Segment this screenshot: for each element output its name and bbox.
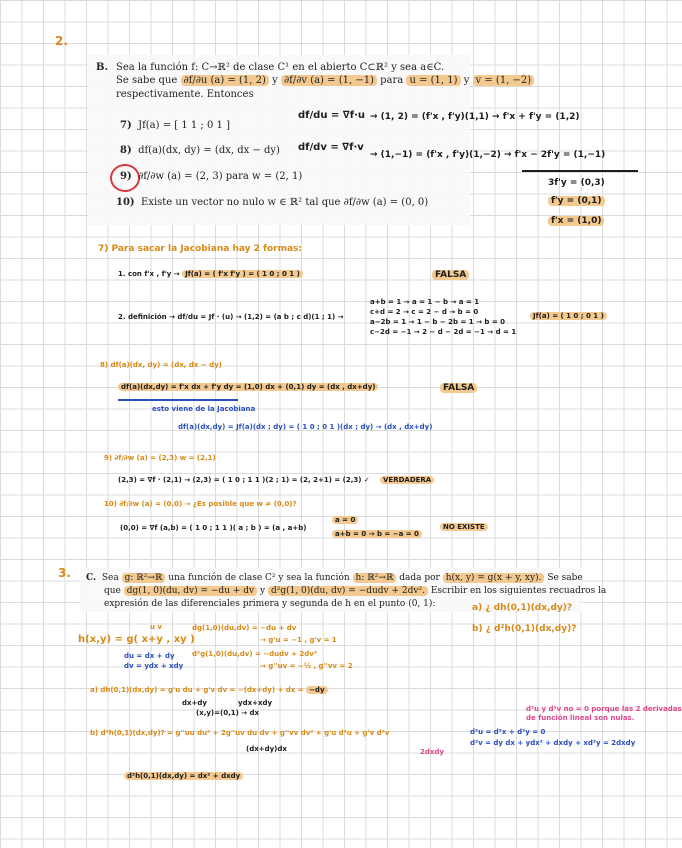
- jacobian-way2-result: [530, 312, 607, 320]
- option-10: [116, 197, 428, 208]
- ask-b: b) ¿ d²h(0,1)(dx,dy)?: [472, 624, 577, 634]
- problem-c-l2-mid: y: [259, 586, 266, 596]
- option-7-number: 7): [120, 120, 132, 131]
- final-answer-highlight: d²h(0,1)(dx,dy) = dx² + dxdy: [124, 772, 243, 780]
- du-expression: du = dx + dy: [124, 652, 175, 660]
- problem-b-line2-y: y: [272, 75, 278, 86]
- item10-branch-2: [332, 530, 422, 538]
- dg-highlight: dg(1, 0)(du, dv) = −du + dv: [124, 586, 257, 596]
- option-8-number: 8): [120, 145, 132, 156]
- ask-a: a) ¿ dh(0,1)(dx,dy)?: [472, 603, 573, 613]
- d2g-work: d²g(1,0)(du,dv) = −dudv + 2dv²: [192, 650, 317, 658]
- option-9-text: ∂f/∂w (a) = (2, 3) para w = (2, 1): [138, 171, 303, 182]
- jacobian-system-4: c−2d = −1 → 2 − d − 2d = −1 → d = 1: [370, 328, 517, 336]
- problem-c-line1: [86, 573, 583, 583]
- problem-b-label: B.: [96, 62, 108, 73]
- dg-work-result: → g'u = −1 , g'v = 1: [260, 636, 337, 644]
- side-divider: [522, 170, 638, 172]
- problem-b-line1: Sea la función f: C→ℝ² de clase C¹ en el abierto C⊂ℝ² y sea a∈C.: [116, 62, 445, 73]
- answer-a-sub3: (x,y)=(0,1) → dx: [196, 709, 260, 717]
- g-def-highlight: g: ℝ²→ℝ: [122, 573, 166, 583]
- h-formula-highlight: h(x, y) = g(x + y, xy).: [443, 573, 545, 583]
- problem-c-l1-mid: una función de clase C² y sea la función: [168, 573, 350, 583]
- jacobian-system-1: a+b = 1 → a = 1 − b → a = 1: [370, 298, 480, 306]
- answer-a-sub2: ydx+xdy: [238, 699, 273, 707]
- item8-underline: [118, 399, 238, 401]
- answer-a-text: a) dh(0,1)(dx,dy) = g'u du + g'v dv = −(dx+dy) + dx =: [90, 686, 304, 694]
- problem-c-l2-post: Escribir en los siguientes recuadros la: [430, 586, 607, 596]
- pink-note-line1: d²u y d²v no = 0 porque las 2 derivadas: [526, 705, 682, 713]
- side-eq1-left: df/du = ∇f·u: [298, 110, 366, 121]
- blue-d2u: d²u = d²x + d²y = 0: [470, 728, 546, 736]
- problem-c-l1-post: Se sabe: [547, 573, 583, 583]
- side-eq1-right: → (1, 2) = (f'x , f'y)(1,1) → f'x + f'y = (1,2): [370, 112, 580, 122]
- item9-title: 9) ∂f/∂w (a) = (2,3) w = (2,1): [104, 454, 216, 462]
- item10-verdict: [440, 523, 488, 531]
- problem-c-line3: expresión de las diferenciales primera y segunda de h en el punto (0, 1):: [104, 599, 436, 609]
- answer-a-eq: [90, 686, 328, 694]
- answer-b-eq: b) d²h(0,1)(dx,dy)? = g''uu du² + 2g''uv du dv + g''vv dv² + g'u d²u + g'v d²v: [90, 729, 390, 737]
- item10-branch-2-highlight: a+b = 0 → b = −a = 0: [332, 530, 422, 538]
- problem-b-line3: respectivamente. Entonces: [116, 89, 254, 100]
- problem-b-line2: [116, 75, 534, 86]
- pink-note-line2: de función lineal son nulas.: [526, 714, 635, 722]
- problem-b-line2-prefix: Se sabe que: [116, 75, 178, 86]
- problem-c-l2-pre: que: [104, 586, 121, 596]
- option-7-text: Jf(a) = [ 1 1 ; 0 1 ]: [138, 120, 230, 131]
- jacobian-way2-highlight: Jf(a) = ( 1 0 ; 0 1 ): [530, 312, 607, 320]
- side-result-2-highlight: f'y = (0,1): [548, 196, 605, 206]
- option-7: [120, 120, 230, 131]
- dv-expression: dv = ydx + xdy: [124, 662, 184, 670]
- given-v-highlight: v = (1, −2): [473, 75, 535, 86]
- answer-a-sub1: dx+dy: [182, 699, 207, 707]
- given-du-highlight: ∂f/∂u (a) = (1, 2): [181, 75, 269, 86]
- d2g-work-result: → g''uv = −½ , g''vv = 2: [260, 662, 353, 670]
- item9-eq: (2,3) = ∇f · (2,1) → (2,3) = ( 1 0 ; 1 1 )(2 ; 1) = (2, 2+1) = (2,3) ✓: [118, 476, 370, 484]
- problem-c-l1-pre: Sea: [101, 573, 119, 583]
- item8-verdict: [440, 383, 477, 393]
- side-eq2-left: df/dv = ∇f·v: [298, 142, 364, 153]
- jacobian-way1-verdict: [432, 270, 469, 280]
- option-8-text: df(a)(dx, dy) = (dx, dx − dy): [138, 145, 280, 156]
- blue-d2v: d²v = dy dx + ydx² + dxdy + xd²y = 2dxdy: [470, 739, 636, 747]
- problem-b-line2-y2: y: [463, 75, 470, 86]
- option-9-number: 9): [120, 171, 132, 182]
- answer-a-highlight: −dy: [306, 686, 327, 694]
- item8-eq-highlight: df(a)(dx,dy) = f'x dx + f'y dy = (1,0) dx + (0,1) dy = (dx , dx+dy): [118, 383, 378, 391]
- jacobian-system-2: c+d = 2 → c = 2 − d → b = 0: [370, 308, 479, 316]
- side-result-2: [548, 196, 605, 206]
- falsa-badge-8: FALSA: [440, 383, 477, 393]
- item10-title: 10) ∂f/∂w (a) = (0,0) → ¿Es posible que w ≠ (0,0)?: [104, 500, 297, 508]
- item8-blue-eq: df(a)(dx,dy) = Jf(a)(dx ; dy) = ( 1 0 ; 0 1 )(dx ; dy) → (dx , dx+dy): [178, 423, 433, 431]
- answer-b-note: (dx+dy)dx: [246, 745, 287, 753]
- problem-b-line2-para: para: [380, 75, 404, 86]
- jacobian-way2: 2. definición → df/du = Jf · (u) → (1,2) = (a b ; c d)(1 ; 1) →: [118, 313, 344, 321]
- item9-verdict: [380, 476, 434, 484]
- d2g-highlight: d²g(1, 0)(du, dv) = −dudv + 2dv².: [268, 586, 428, 596]
- section-number-2: 2.: [55, 34, 68, 48]
- dg-work: dg(1,0)(du,dv) = −du + dv: [192, 624, 297, 632]
- jacobian-way1: [118, 270, 303, 278]
- side-eq2-right: → (1,−1) = (f'x , f'y)(1,−2) → f'x − 2f'y = (1,−1): [370, 150, 606, 160]
- given-dv-highlight: ∂f/∂v (a) = (1, −1): [281, 75, 377, 86]
- answer-b-note2: 2dxdy: [420, 748, 444, 756]
- final-answer: [124, 772, 243, 780]
- problem-c-line2: [104, 586, 606, 596]
- item8-eq: [118, 383, 378, 391]
- side-result-1: 3f'y = (0,3): [548, 178, 605, 188]
- item8-title: 8) df(a)(dx, dy) = (dx, dx − dy): [100, 361, 222, 369]
- h-def-highlight: h: ℝ²→ℝ: [353, 573, 397, 583]
- item8-note: esto viene de la Jacobiana: [152, 405, 256, 413]
- side-result-3-highlight: f'x = (1,0): [548, 216, 604, 226]
- option-10-number: 10): [116, 197, 135, 208]
- option-9: [120, 171, 302, 182]
- problem-c-label: C.: [86, 573, 97, 583]
- falsa-badge-7: FALSA: [432, 270, 469, 280]
- jacobian-system-3: a−2b = 1 → 1 − b − 2b = 1 → b = 0: [370, 318, 506, 326]
- item10-branch-1: [332, 516, 358, 524]
- jacobian-title: 7) Para sacar la Jacobiana hay 2 formas:: [98, 244, 302, 254]
- problem-c-l1-dada: dada por: [399, 573, 440, 583]
- item10-branch-1-highlight: a = 0: [332, 516, 358, 524]
- h-definition: h(x,y) = g( x+y , xy ): [78, 634, 195, 645]
- no-existe-badge-10: NO EXISTE: [440, 523, 488, 531]
- jacobian-way1-text: 1. con f'x , f'y →: [118, 270, 180, 278]
- side-result-3: [548, 216, 604, 226]
- option-10-text: Existe un vector no nulo w ∈ ℝ² tal que ∂f/∂w (a) = (0, 0): [141, 197, 429, 208]
- option-8: [120, 145, 280, 156]
- verdadera-badge-9: VERDADERA: [380, 476, 434, 484]
- item10-eq: (0,0) = ∇f (a,b) = ( 1 0 ; 1 1 )( a ; b ) = (a , a+b): [120, 524, 307, 532]
- given-u-highlight: u = (1, 1): [406, 75, 460, 86]
- section-number-3: 3.: [58, 566, 71, 580]
- u-v-labels: u v: [150, 623, 162, 631]
- jacobian-way1-highlight: Jf(a) = ( f'x f'y ) = ( 1 0 ; 0 1 ): [182, 270, 303, 278]
